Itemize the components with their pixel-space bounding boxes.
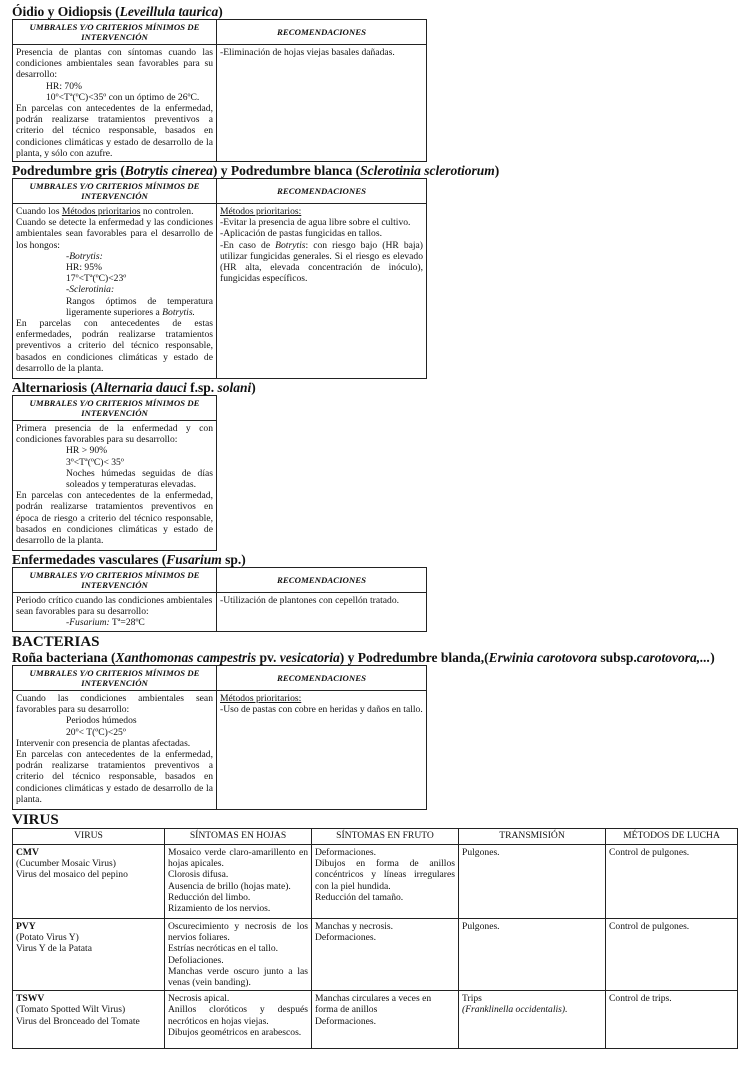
table-row: [13, 991, 738, 1049]
cell-umbral-oidio: Presencia de plantas con síntomas cuando las condiciones ambientales sean favorables para su desarrollo: HR: 70% 10º<Tª(ºC)<35º con un óptimo de 26ºC. En parcelas con antecedentes de la enfermedad, podrán realizarse tratamientos preventivos a criterio del técnico responsable, basados en condiciones climáticas y estado de desarrollo de la planta, y sólo con azufre.: [13, 45, 217, 162]
header-umbrales: UMBRALES Y/O CRITERIOS MÍNIMOS DE INTERVENCIÓN: [13, 179, 217, 204]
table-podredumbre: [12, 178, 427, 379]
col-sintomas-fruto: SÍNTOMAS EN FRUTO: [312, 829, 459, 845]
col-metodos-lucha: MÉTODOS DE LUCHA: [606, 829, 738, 845]
header-recomendaciones: RECOMENDACIONES: [217, 179, 427, 204]
table-bacterias: [12, 665, 427, 810]
cell-umbral-vasculares: Periodo crítico cuando las condiciones ambientales sean favorables para su desarrollo: -Fusarium: Tª=28ºC: [13, 593, 217, 632]
heading-virus: VIRUS: [12, 812, 59, 829]
cell-lucha: Control de trips.: [606, 991, 738, 1049]
cell-virus-name: PVY (Potato Virus Y) Virus Y de la Patata: [13, 919, 165, 991]
table-row: [13, 919, 738, 991]
table-row: [13, 845, 738, 919]
cell-hojas: Oscurecimiento y necrosis de los nervios foliares. Estrías necróticas en el tallo. Defoliaciones. Manchas verde oscuro junto a las venas (vein banding).: [165, 919, 312, 991]
section-title-alternariosis: Alternariosis (Alternaria dauci f.sp. solani): [12, 380, 256, 396]
cell-lucha: Control de pulgones.: [606, 845, 738, 919]
col-sintomas-hojas: SÍNTOMAS EN HOJAS: [165, 829, 312, 845]
header-umbrales: UMBRALES Y/O CRITERIOS MÍNIMOS DE INTERVENCIÓN: [13, 20, 217, 45]
cell-transmision: Pulgones.: [459, 845, 606, 919]
section-title-vasculares: Enfermedades vasculares (Fusarium sp.): [12, 552, 246, 568]
heading-bacterias: BACTERIAS: [12, 634, 100, 651]
table-vasculares: [12, 567, 427, 632]
section-title-podredumbre: Podredumbre gris (Botrytis cinerea) y Podredumbre blanca (Sclerotinia sclerotiorum): [12, 163, 500, 179]
cell-umbral-podredumbre: Cuando los Métodos prioritarios no controlen. Cuando se detecte la enfermedad y las condiciones ambientales sean favorables para el desarrollo de los hongos: -Botrytis: HR: 95% 17º<Tª(ºC)<23º -Sclerotinia: Rangos óptimos de temperatura ligeramente superiores a Botrytis. En parcelas con antecedentes de estas enfermedades, podrán realizarse tratamientos preventivos a criterio del técnico responsable, basados en condiciones climáticas y estado de desarrollo de la planta.: [13, 204, 217, 379]
header-recomendaciones: RECOMENDACIONES: [217, 666, 427, 691]
cell-transmision: Trips (Franklinella occidentalis).: [459, 991, 606, 1049]
cell-virus-name: TSWV (Tomato Spotted Wilt Virus) Virus del Bronceado del Tomate: [13, 991, 165, 1049]
page: [12, 4, 738, 1049]
section-title-bacterias: Roña bacteriana (Xanthomonas campestris pv. vesicatoria) y Podredumbre blanda,(Erwinia carotovora subsp.carotovora,...): [12, 650, 715, 666]
cell-lucha: Control de pulgones.: [606, 919, 738, 991]
cell-recom-podredumbre: Métodos prioritarios: -Evitar la presencia de agua libre sobre el cultivo. -Aplicación de pastas fungicidas en tallos. -En caso de Botrytis: con riesgo bajo (HR baja) utilizar fungicidas generales. Si el riesgo es elevado (HR alta, elevada concentración de inóculo), fungicidas específicos.: [217, 204, 427, 379]
cell-recom-bacterias: Métodos prioritarios: -Uso de pastas con cobre en heridas y daños en tallo.: [217, 691, 427, 810]
table-oidio: [12, 19, 427, 162]
cell-recom-vasculares: -Utilización de plantones con cepellón tratado.: [217, 593, 427, 632]
header-umbrales: UMBRALES Y/O CRITERIOS MÍNIMOS DE INTERVENCIÓN: [13, 396, 217, 421]
cell-hojas: Mosaico verde claro-amarillento en hojas apicales. Clorosis difusa. Ausencia de brillo (hojas mate). Reducción del limbo. Rizamiento de los nervios.: [165, 845, 312, 919]
header-recomendaciones: RECOMENDACIONES: [217, 568, 427, 593]
cell-virus-name: CMV (Cucumber Mosaic Virus) Virus del mosaico del pepino: [13, 845, 165, 919]
section-title-oidio: Óidio y Oidiopsis (Leveillula taurica): [12, 4, 223, 19]
cell-umbral-alternariosis: Primera presencia de la enfermedad y con condiciones favorables para su desarrollo: HR > 90% 3º<Tª(ºC)< 35º Noches húmedas seguidas de días soleados y temperaturas elevadas. En parcelas con antecedentes de la enfermedad, podrán realizarse tratamientos preventivos en época de riesgo a criterio del técnico responsable, basados en condiciones climáticas y estado de desarrollo de la planta.: [13, 421, 217, 551]
cell-fruto: Deformaciones. Dibujos en forma de anillos concéntricos y líneas irregulares con la piel hundida. Reducción del tamaño.: [312, 845, 459, 919]
cell-transmision: Pulgones.: [459, 919, 606, 991]
header-umbrales: UMBRALES Y/O CRITERIOS MÍNIMOS DE INTERVENCIÓN: [13, 666, 217, 691]
col-transmision: TRANSMISIÓN: [459, 829, 606, 845]
cell-hojas: Necrosis apical. Anillos cloróticos y después necróticos en hojas viejas. Dibujos geométricos en arabescos.: [165, 991, 312, 1049]
cell-recom-oidio: -Eliminación de hojas viejas basales dañadas.: [217, 45, 427, 162]
cell-fruto: Manchas circulares a veces en forma de anillos Deformaciones.: [312, 991, 459, 1049]
header-umbrales: UMBRALES Y/O CRITERIOS MÍNIMOS DE INTERVENCIÓN: [13, 568, 217, 593]
header-recomendaciones: RECOMENDACIONES: [217, 20, 427, 45]
cell-fruto: Manchas y necrosis. Deformaciones.: [312, 919, 459, 991]
table-alternariosis: [12, 395, 217, 551]
table-virus: [12, 828, 738, 1049]
col-virus: VIRUS: [13, 829, 165, 845]
cell-umbral-bacterias: Cuando las condiciones ambientales sean favorables para su desarrollo: Periodos húmedos 20º< T(ºC)<25º Intervenir con presencia de plantas afectadas. En parcelas con antecedentes de la enfermedad, podrán realizarse tratamientos preventivos a criterio del técnico responsable, basados en condiciones climáticas y estado de desarrollo de la planta.: [13, 691, 217, 810]
